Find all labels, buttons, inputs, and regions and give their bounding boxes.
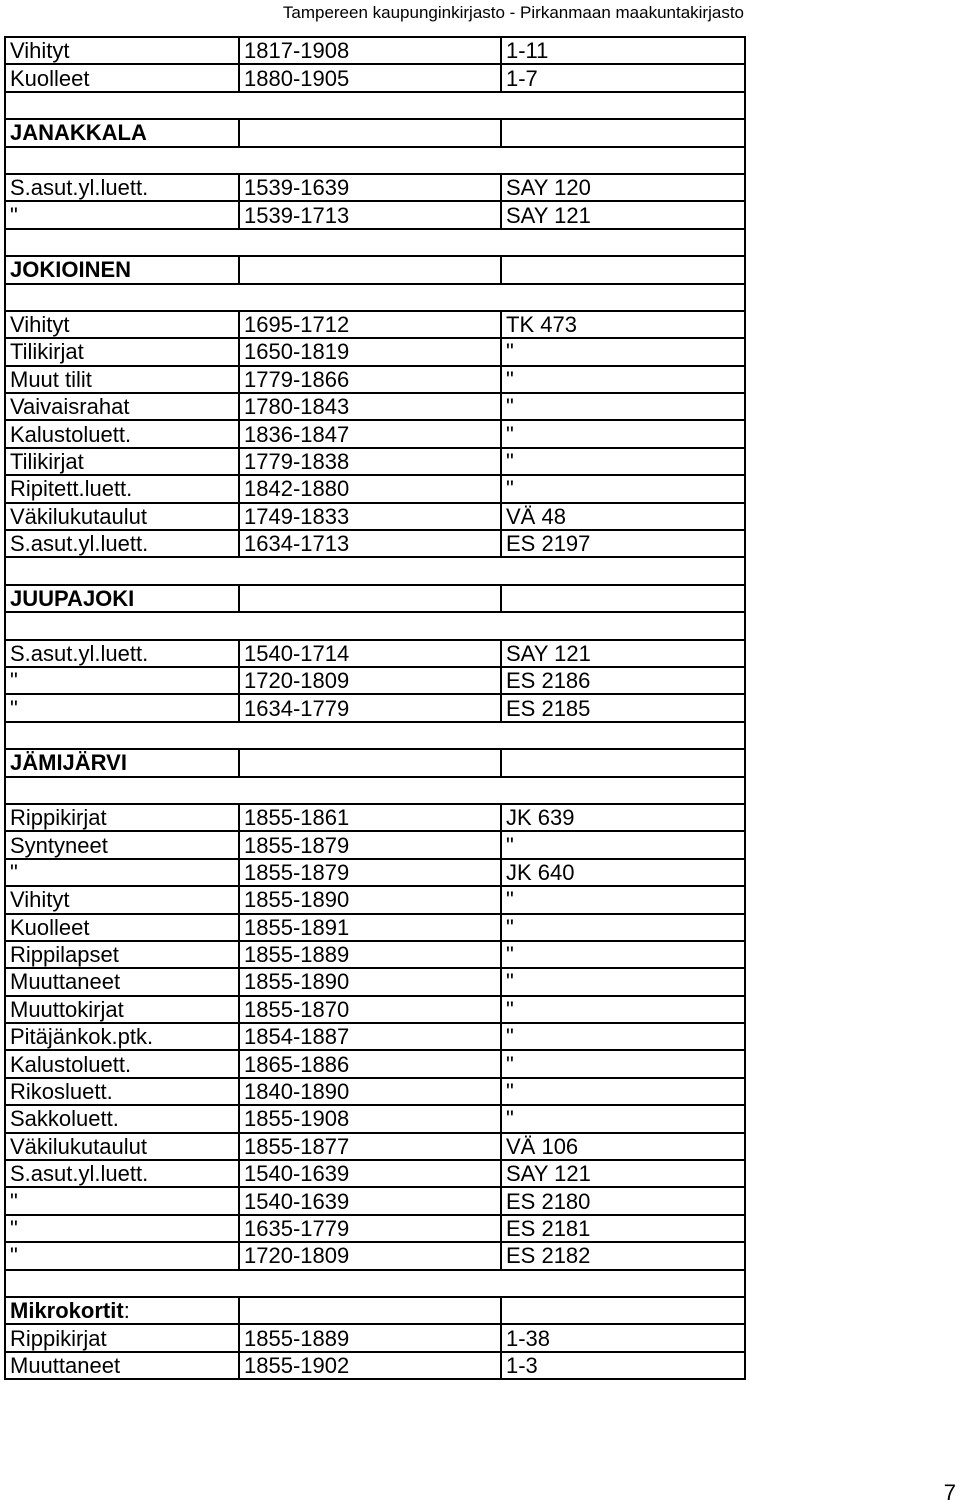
table-row: [5, 503, 745, 530]
table-row: [5, 804, 745, 831]
row-years: 1855-1889: [239, 941, 501, 968]
row-reference: ": [501, 968, 745, 995]
row-years: 1855-1879: [239, 831, 501, 858]
row-label: S.asut.yl.luett.: [5, 640, 239, 667]
row-label: Muuttokirjat: [5, 996, 239, 1023]
table-row: [5, 64, 745, 91]
row-reference: ": [501, 475, 745, 502]
row-label: ": [5, 1215, 239, 1242]
table-row: [5, 1050, 745, 1077]
row-label: Kalustoluett.: [5, 420, 239, 447]
row-label: Rippikirjat: [5, 1324, 239, 1351]
table-body: [5, 37, 745, 1379]
row-label: ": [5, 859, 239, 886]
table-row: [5, 530, 745, 557]
row-years: 1854-1887: [239, 1023, 501, 1050]
row-label: Syntyneet: [5, 831, 239, 858]
row-reference: ": [501, 393, 745, 420]
row-years: 1836-1847: [239, 420, 501, 447]
row-reference: TK 473: [501, 311, 745, 338]
row-years: 1634-1713: [239, 530, 501, 557]
spacer-row: [5, 557, 745, 584]
spacer-row: [5, 147, 745, 174]
row-years: 1855-1890: [239, 886, 501, 913]
row-reference: SAY 121: [501, 1160, 745, 1187]
table-row: [5, 968, 745, 995]
table-row: [5, 1160, 745, 1187]
spacer-row: [5, 1270, 745, 1297]
row-label: Kuolleet: [5, 64, 239, 91]
row-reference: SAY 121: [501, 201, 745, 228]
section-blank-cell: [501, 256, 745, 283]
row-years: 1650-1819: [239, 338, 501, 365]
table-row: [5, 311, 745, 338]
table-row: [5, 1187, 745, 1214]
row-reference: ": [501, 1050, 745, 1077]
spacer-cell: [5, 722, 745, 749]
row-label: Ripitett.luett.: [5, 475, 239, 502]
row-years: 1634-1779: [239, 694, 501, 721]
section-heading: JUUPAJOKI: [5, 585, 239, 612]
spacer-row: [5, 284, 745, 311]
table-row: [5, 1078, 745, 1105]
row-reference: ": [501, 886, 745, 913]
row-label: Rippikirjat: [5, 804, 239, 831]
row-label: Rikosluett.: [5, 1078, 239, 1105]
row-reference: ES 2186: [501, 667, 745, 694]
row-reference: ": [501, 1078, 745, 1105]
section-blank-cell: [239, 256, 501, 283]
row-reference: 1-11: [501, 37, 745, 64]
subsection-blank-cell: [239, 1297, 501, 1324]
row-reference: ES 2181: [501, 1215, 745, 1242]
row-label: ": [5, 201, 239, 228]
row-label: Vihityt: [5, 311, 239, 338]
row-years: 1855-1908: [239, 1105, 501, 1132]
table-row: [5, 640, 745, 667]
spacer-row: [5, 92, 745, 119]
page-number: 7: [943, 1480, 956, 1505]
table-row: [5, 475, 745, 502]
subsection-heading: [5, 1297, 239, 1324]
row-years: 1855-1861: [239, 804, 501, 831]
row-years: 1635-1779: [239, 1215, 501, 1242]
row-reference: 1-38: [501, 1324, 745, 1351]
row-label: Vihityt: [5, 886, 239, 913]
page-header: Tampereen kaupunginkirjasto - Pirkanmaan maakuntakirjasto: [282, 3, 744, 22]
spacer-cell: [5, 284, 745, 311]
row-label: S.asut.yl.luett.: [5, 1160, 239, 1187]
row-reference: ": [501, 1105, 745, 1132]
section-blank-cell: [239, 585, 501, 612]
section-heading: JÄMIJÄRVI: [5, 749, 239, 776]
table-row: [5, 667, 745, 694]
row-reference: ": [501, 996, 745, 1023]
table-row: [5, 859, 745, 886]
row-years: 1855-1879: [239, 859, 501, 886]
row-reference: ": [501, 338, 745, 365]
section-heading-row: [5, 119, 745, 146]
row-years: 1880-1905: [239, 64, 501, 91]
row-years: 1540-1714: [239, 640, 501, 667]
table-row: [5, 448, 745, 475]
section-heading-row: [5, 256, 745, 283]
table-row: [5, 694, 745, 721]
row-label: Tilikirjat: [5, 338, 239, 365]
spacer-cell: [5, 557, 745, 584]
row-years: 1842-1880: [239, 475, 501, 502]
row-reference: JK 640: [501, 859, 745, 886]
section-blank-cell: [501, 119, 745, 146]
section-heading: JANAKKALA: [5, 119, 239, 146]
spacer-cell: [5, 612, 745, 639]
spacer-cell: [5, 229, 745, 256]
subsection-blank-cell: [501, 1297, 745, 1324]
table-row: [5, 366, 745, 393]
row-years: 1855-1877: [239, 1133, 501, 1160]
row-reference: ES 2197: [501, 530, 745, 557]
row-years: 1540-1639: [239, 1187, 501, 1214]
subsection-heading-colon: :: [123, 1298, 130, 1324]
row-years: 1779-1866: [239, 366, 501, 393]
table-row: [5, 996, 745, 1023]
row-label: ": [5, 694, 239, 721]
section-blank-cell: [239, 749, 501, 776]
row-label: Kalustoluett.: [5, 1050, 239, 1077]
spacer-row: [5, 612, 745, 639]
row-reference: ": [501, 914, 745, 941]
table-row: [5, 1352, 745, 1379]
row-label: Väkilukutaulut: [5, 1133, 239, 1160]
row-label: Väkilukutaulut: [5, 503, 239, 530]
row-label: S.asut.yl.luett.: [5, 530, 239, 557]
spacer-row: [5, 777, 745, 804]
spacer-cell: [5, 92, 745, 119]
table-row: [5, 1324, 745, 1351]
row-reference: ": [501, 420, 745, 447]
row-years: 1865-1886: [239, 1050, 501, 1077]
row-label: Pitäjänkok.ptk.: [5, 1023, 239, 1050]
spacer-cell: [5, 777, 745, 804]
row-label: ": [5, 667, 239, 694]
row-years: 1749-1833: [239, 503, 501, 530]
table-row: [5, 420, 745, 447]
row-years: 1855-1889: [239, 1324, 501, 1351]
row-label: Muuttaneet: [5, 968, 239, 995]
row-label: ": [5, 1242, 239, 1269]
row-years: 1817-1908: [239, 37, 501, 64]
row-reference: ": [501, 941, 745, 968]
section-blank-cell: [501, 749, 745, 776]
row-years: 1840-1890: [239, 1078, 501, 1105]
row-years: 1695-1712: [239, 311, 501, 338]
table-row: [5, 1242, 745, 1269]
row-reference: ": [501, 1023, 745, 1050]
archive-index-table: [4, 36, 746, 1380]
spacer-cell: [5, 147, 745, 174]
table-row: [5, 174, 745, 201]
row-reference: ": [501, 448, 745, 475]
row-reference: ": [501, 831, 745, 858]
row-label: Sakkoluett.: [5, 1105, 239, 1132]
section-blank-cell: [239, 119, 501, 146]
row-label: Vihityt: [5, 37, 239, 64]
row-reference: ES 2180: [501, 1187, 745, 1214]
table-row: [5, 1133, 745, 1160]
section-heading: JOKIOINEN: [5, 256, 239, 283]
row-reference: ES 2182: [501, 1242, 745, 1269]
table-row: [5, 1023, 745, 1050]
row-label: Muut tilit: [5, 366, 239, 393]
row-reference: JK 639: [501, 804, 745, 831]
row-years: 1855-1902: [239, 1352, 501, 1379]
row-reference: VÄ 48: [501, 503, 745, 530]
row-label: ": [5, 1187, 239, 1214]
row-reference: SAY 121: [501, 640, 745, 667]
row-label: S.asut.yl.luett.: [5, 174, 239, 201]
table-row: [5, 37, 745, 64]
spacer-row: [5, 722, 745, 749]
row-years: 1539-1639: [239, 174, 501, 201]
row-reference: 1-7: [501, 64, 745, 91]
row-label: Muuttaneet: [5, 1352, 239, 1379]
table-row: [5, 201, 745, 228]
row-years: 1539-1713: [239, 201, 501, 228]
table-row: [5, 1215, 745, 1242]
row-reference: 1-3: [501, 1352, 745, 1379]
row-years: 1855-1891: [239, 914, 501, 941]
table-row: [5, 1105, 745, 1132]
row-label: Kuolleet: [5, 914, 239, 941]
subsection-heading-text: Mikrokortit: [10, 1298, 124, 1324]
row-reference: VÄ 106: [501, 1133, 745, 1160]
row-reference: ES 2185: [501, 694, 745, 721]
row-reference: SAY 120: [501, 174, 745, 201]
table-row: [5, 941, 745, 968]
subsection-heading-row: [5, 1297, 745, 1324]
section-heading-row: [5, 749, 745, 776]
table-row: [5, 914, 745, 941]
row-years: 1779-1838: [239, 448, 501, 475]
table-row: [5, 886, 745, 913]
row-years: 1855-1870: [239, 996, 501, 1023]
spacer-row: [5, 229, 745, 256]
row-years: 1780-1843: [239, 393, 501, 420]
row-years: 1720-1809: [239, 667, 501, 694]
row-years: 1855-1890: [239, 968, 501, 995]
table-row: [5, 393, 745, 420]
section-heading-row: [5, 585, 745, 612]
row-label: Tilikirjat: [5, 448, 239, 475]
table-row: [5, 338, 745, 365]
row-label: Vaivaisrahat: [5, 393, 239, 420]
row-years: 1540-1639: [239, 1160, 501, 1187]
section-blank-cell: [501, 585, 745, 612]
table-row: [5, 831, 745, 858]
row-years: 1720-1809: [239, 1242, 501, 1269]
row-label: Rippilapset: [5, 941, 239, 968]
row-reference: ": [501, 366, 745, 393]
spacer-cell: [5, 1270, 745, 1297]
